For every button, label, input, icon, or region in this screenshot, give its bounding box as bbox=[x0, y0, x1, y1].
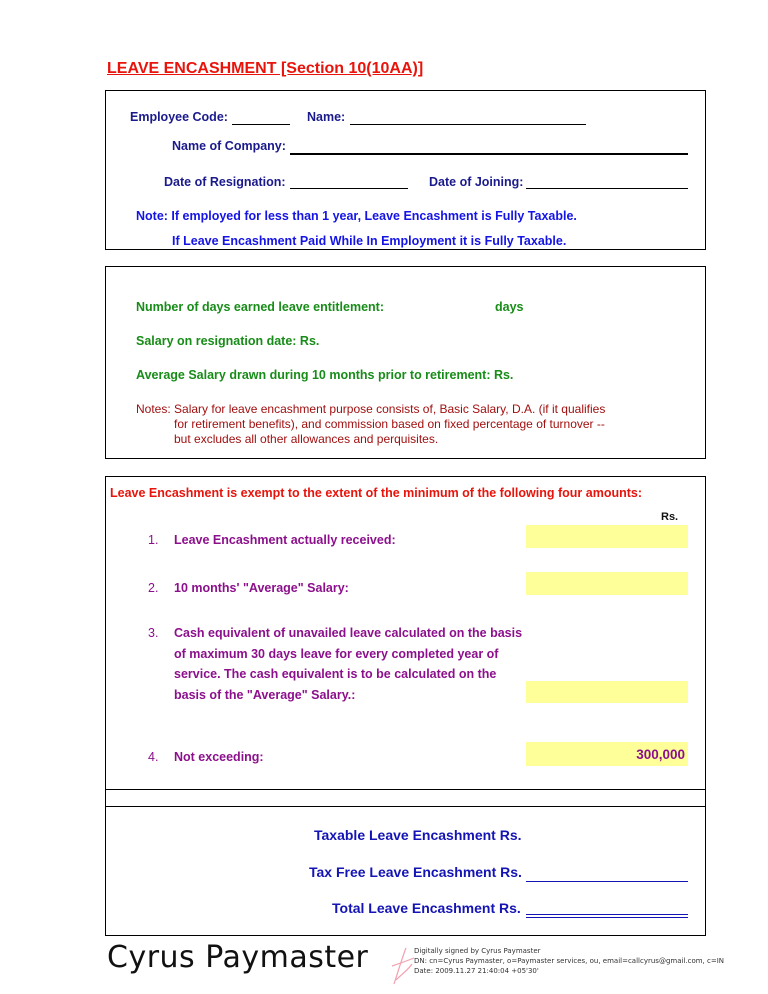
resignation-date-field[interactable] bbox=[290, 188, 408, 189]
notes-line-2: for retirement benefits), and commission based on fixed percentage of turnover -- bbox=[174, 417, 605, 431]
currency-header: Rs. bbox=[661, 511, 679, 523]
exemption-heading: Leave Encashment is exempt to the extent of the minimum of the following four amounts: bbox=[110, 486, 643, 500]
note-line-1: Note: If employed for less than 1 year, Leave Encashment is Fully Taxable. bbox=[136, 209, 577, 223]
joining-date-field[interactable] bbox=[526, 188, 688, 189]
resignation-label: Date of Resignation: bbox=[164, 175, 286, 189]
item-3-number: 3. bbox=[148, 626, 159, 640]
note-line-2: If Leave Encashment Paid While In Employment it is Fully Taxable. bbox=[172, 234, 567, 248]
limit-value: 300,000 bbox=[636, 747, 685, 762]
item-4-label: Not exceeding: bbox=[174, 750, 264, 764]
item-4-number: 4. bbox=[148, 750, 159, 764]
digital-signature-line-1: Digitally signed by Cyrus Paymaster bbox=[414, 947, 541, 955]
total-label: Total Leave Encashment Rs. bbox=[332, 900, 521, 916]
total-field-underline bbox=[526, 917, 688, 918]
joining-label: Date of Joining: bbox=[429, 175, 524, 189]
item-2-number: 2. bbox=[148, 581, 159, 595]
cash-equivalent-input[interactable] bbox=[526, 681, 688, 703]
tax-free-field[interactable] bbox=[526, 881, 688, 882]
item-1-label: Leave Encashment actually received: bbox=[174, 533, 396, 547]
average-salary-label: Average Salary drawn during 10 months prior to retirement: Rs. bbox=[136, 368, 514, 382]
days-label: Number of days earned leave entitlement: bbox=[136, 300, 384, 314]
employee-code-field[interactable] bbox=[232, 124, 290, 125]
days-unit: days bbox=[495, 300, 524, 314]
average-salary-input[interactable] bbox=[526, 572, 688, 595]
item-1-number: 1. bbox=[148, 533, 159, 547]
divider-2 bbox=[105, 806, 706, 807]
notes-line-1: Notes: Salary for leave encashment purpose consists of, Basic Salary, D.A. (if it qualifies bbox=[136, 402, 606, 416]
taxable-label: Taxable Leave Encashment Rs. bbox=[314, 827, 522, 843]
notes-line-3: but excludes all other allowances and perquisites. bbox=[174, 432, 439, 446]
actual-received-input[interactable] bbox=[526, 525, 688, 548]
salary-label: Salary on resignation date: Rs. bbox=[136, 334, 320, 348]
company-label: Name of Company: bbox=[172, 139, 286, 153]
signature-name: Cyrus Paymaster bbox=[107, 940, 369, 975]
item-3-line-3: service. The cash equivalent is to be calculated on the bbox=[174, 667, 497, 681]
item-3-line-4: basis of the "Average" Salary.: bbox=[174, 688, 356, 702]
digital-signature-line-2: DN: cn=Cyrus Paymaster, o=Paymaster services, ou, email=callcyrus@gmail.com, c=IN bbox=[414, 957, 725, 965]
item-3-line-1: Cash equivalent of unavailed leave calculated on the basis bbox=[174, 626, 523, 640]
divider-1 bbox=[105, 789, 706, 790]
name-field[interactable] bbox=[350, 124, 586, 125]
name-label: Name: bbox=[307, 110, 346, 124]
item-3-line-2: of maximum 30 days leave for every completed year of bbox=[174, 647, 499, 661]
employee-code-label: Employee Code: bbox=[130, 110, 228, 124]
item-2-label: 10 months' "Average" Salary: bbox=[174, 581, 349, 595]
tax-free-label: Tax Free Leave Encashment Rs. bbox=[309, 864, 522, 880]
digital-signature-line-3: Date: 2009.11.27 21:40:04 +05'30' bbox=[414, 967, 539, 975]
company-field[interactable] bbox=[290, 153, 688, 155]
total-field[interactable] bbox=[526, 914, 688, 915]
page-title: LEAVE ENCASHMENT [Section 10(10AA)] bbox=[107, 60, 424, 77]
